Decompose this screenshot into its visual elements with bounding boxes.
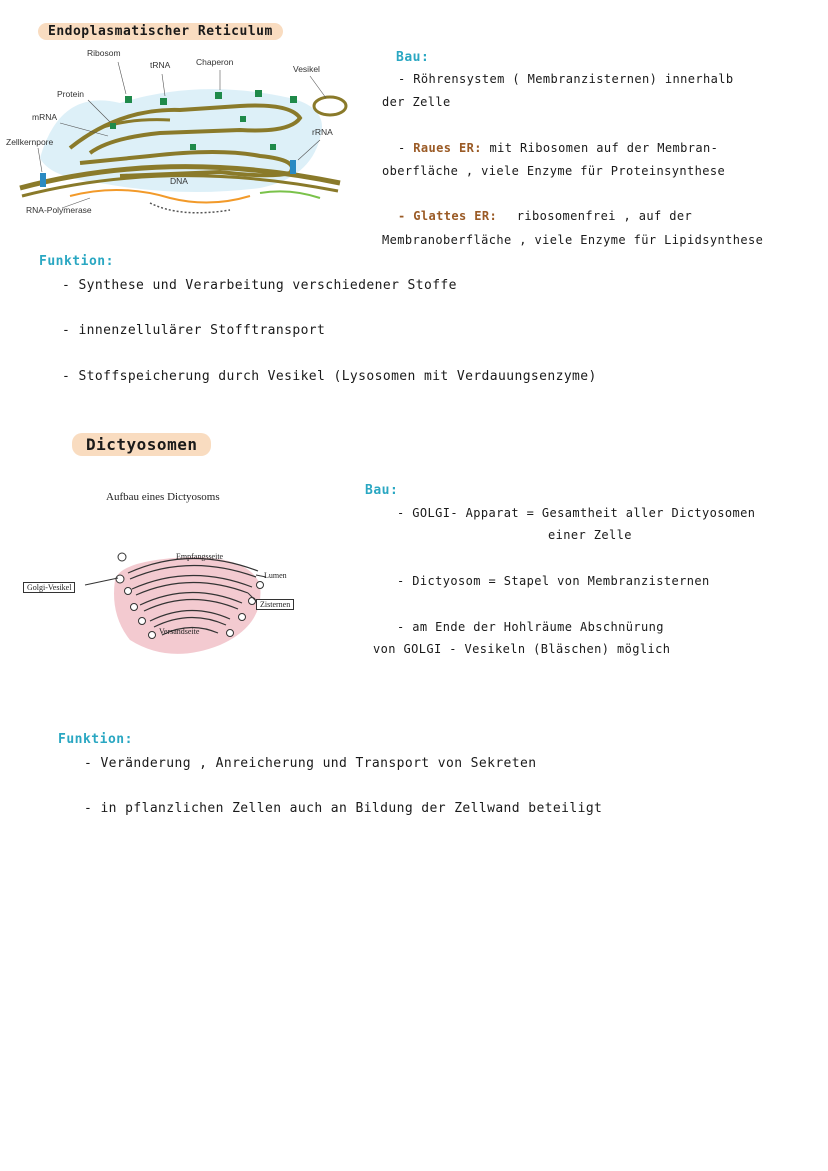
- label-zisternen: Zisternen: [256, 599, 294, 610]
- label-zellkernpore: Zellkernpore: [6, 137, 54, 147]
- dict-bau-3a: - am Ende der Hohlräume Abschnürung: [397, 620, 664, 634]
- dict-bau-heading: Bau:: [365, 483, 399, 498]
- dict-funktion-2: - in pflanzlichen Zellen auch an Bildung der Zellwand beteiligt: [84, 801, 603, 816]
- dict-bau-2: - Dictyosom = Stapel von Membranzisternen: [397, 574, 710, 588]
- er-bau-2a: mit Ribosomen auf der Membran-: [489, 141, 719, 155]
- term-glattes-er: Glattes ER:: [413, 209, 498, 223]
- dict-figure-title: Aufbau eines Dictyosoms: [106, 491, 220, 503]
- label-lumen: Lumen: [264, 571, 287, 580]
- er-bau-1b: der Zelle: [382, 95, 451, 109]
- label-mrna: mRNA: [32, 112, 58, 122]
- er-bau-2a-line: - Raues ER: mit Ribosomen auf der Membran-: [398, 141, 719, 155]
- label-rna-polymerase: RNA-Polymerase: [26, 205, 92, 215]
- er-funktion-1: - Synthese und Verarbeitung verschiedener Stoffe: [62, 278, 457, 293]
- er-diagram: [0, 48, 360, 223]
- er-funktion-3: - Stoffspeicherung durch Vesikel (Lysosomen mit Verdauungsenzyme): [62, 369, 597, 384]
- er-funktion-heading: Funktion:: [39, 254, 114, 269]
- label-empfangsseite: Empfangsseite: [176, 552, 224, 561]
- dict-bau-1b: einer Zelle: [548, 528, 632, 542]
- dict-bau-1a: - GOLGI- Apparat = Gesamtheit aller Dictyosomen: [397, 506, 756, 520]
- er-funktion-2: - innenzellulärer Stofftransport: [62, 323, 326, 338]
- er-bau-1a: - Röhrensystem ( Membranzisternen) innerhalb: [398, 72, 734, 86]
- dict-funktion-heading: Funktion:: [58, 732, 133, 747]
- label-trna: tRNA: [150, 60, 171, 70]
- er-bau-heading: Bau:: [396, 50, 430, 65]
- er-illustration: [0, 48, 360, 223]
- label-protein: Protein: [57, 89, 84, 99]
- er-bau-3a-line: - Glattes ER: ribosomenfrei , auf der: [398, 209, 693, 223]
- label-golgi-vesikel: Golgi-Vesikel: [23, 582, 75, 593]
- dict-title: Dictyosomen: [72, 433, 211, 456]
- dict-funktion-1: - Veränderung , Anreicherung und Transport von Sekreten: [84, 756, 537, 771]
- er-title: Endoplasmatischer Reticulum: [38, 23, 283, 40]
- dict-diagram: [20, 545, 320, 670]
- label-dna: DNA: [170, 176, 188, 186]
- label-ribosom: Ribosom: [87, 48, 121, 58]
- label-versandseite: Versandseite: [159, 627, 200, 636]
- er-bau-2b: oberfläche , viele Enzyme für Proteinsynthese: [382, 164, 726, 178]
- label-rrna: rRNA: [312, 127, 333, 137]
- er-bau-3a: ribosomenfrei , auf der: [516, 209, 693, 223]
- dict-bau-3b: von GOLGI - Vesikeln (Bläschen) möglich: [373, 642, 671, 656]
- er-bau-3b: Membranoberfläche , viele Enzyme für Lipidsynthese: [382, 233, 764, 247]
- label-vesikel: Vesikel: [293, 64, 320, 74]
- term-raues-er: Raues ER:: [413, 141, 482, 155]
- label-chaperon: Chaperon: [196, 57, 234, 67]
